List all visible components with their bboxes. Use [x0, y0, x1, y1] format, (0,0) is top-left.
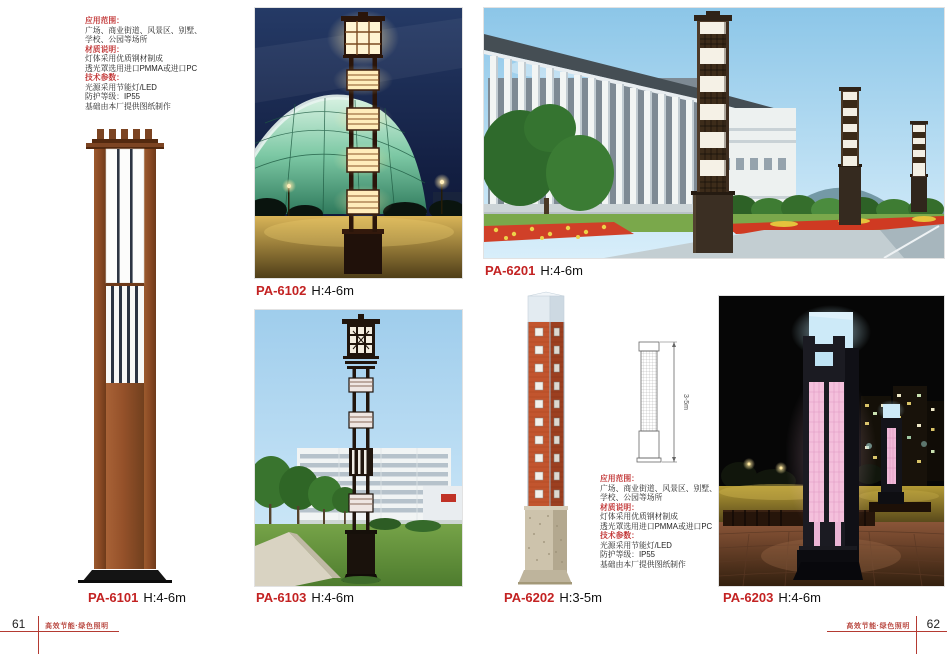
product-render-pa6101 [50, 126, 200, 588]
lamp-post-pa6202-illustration [504, 290, 588, 586]
dimension-label: 3-5m [682, 394, 689, 410]
spec-line: 基础由本厂提供图纸制作 [85, 101, 171, 111]
spec-line: 光源采用节能灯/LED [600, 540, 672, 550]
product-height: H:3-5m [559, 590, 602, 605]
product-photo-pa6102 [255, 8, 462, 278]
night-pink-pillar-scene [719, 296, 944, 586]
spec-line: 基础由本厂提供图纸制作 [600, 559, 686, 569]
product-render-pa6202 [504, 290, 588, 586]
footer-divider-left [38, 616, 39, 654]
product-label-pa6103 [256, 590, 354, 605]
spec-line: 灯体采用优质钢材制成 [600, 512, 678, 521]
spec-line: 广场、商业街道、风景区、别墅、 [85, 25, 202, 35]
footer-slogan-right: 高效节能·绿色照明 [846, 623, 910, 630]
footer-slogan-left: 高效节能·绿色照明 [45, 623, 109, 630]
spec-line: 透光罩选用进口PMMA或进口PC [85, 63, 198, 73]
spec-line: 材质说明： [600, 502, 639, 512]
spec-line: 灯体采用优质钢材制成 [85, 54, 163, 63]
day-campus-scene [255, 310, 462, 586]
dimension-drawing-svg [628, 338, 692, 466]
product-code: PA-6203 [723, 590, 774, 605]
spec-line: 光源采用节能灯/LED [85, 82, 157, 92]
product-photo-pa6103 [255, 310, 462, 586]
spec-line: 技术参数： [85, 73, 124, 82]
footer-divider-right [916, 616, 917, 654]
spec-line: 应用范围： [600, 474, 639, 483]
spec-line: 材质说明： [85, 44, 124, 54]
spec-line: 防护等级：IP55 [600, 550, 656, 559]
spec-line: 透光罩选用进口PMMA或进口PC [600, 521, 713, 531]
product-photo-pa6203 [719, 296, 944, 586]
spec-line: 广场、商业街道、风景区、别墅、 [600, 483, 717, 493]
page-number-right: 62 [926, 617, 940, 631]
product-height: H:4-6m [143, 590, 186, 605]
product-label-pa6201 [485, 263, 583, 278]
civic-building-scene [484, 8, 944, 258]
product-label-pa6202 [504, 590, 602, 605]
product-height: H:4-6m [778, 590, 821, 605]
product-code: PA-6102 [256, 283, 307, 298]
spec-block-left [85, 16, 207, 111]
product-label-pa6101 [88, 590, 186, 605]
product-height: H:4-6m [311, 590, 354, 605]
page-number-left: 61 [12, 617, 26, 631]
product-photo-pa6201 [484, 8, 944, 258]
product-height: H:4-6m [311, 283, 354, 298]
spec-line: 应用范围： [85, 16, 124, 25]
footer-rule-left [0, 631, 119, 632]
night-plaza-scene [255, 8, 462, 278]
spec-line: 学校、公园等场所 [85, 35, 148, 44]
lamp-post-pa6101-illustration [50, 126, 200, 588]
product-code: PA-6103 [256, 590, 307, 605]
spec-line: 学校、公园等场所 [600, 493, 663, 502]
dimension-drawing [628, 338, 692, 466]
product-height: H:4-6m [540, 263, 583, 278]
spec-line: 技术参数： [600, 531, 639, 540]
spec-line: 防护等级：IP55 [85, 92, 141, 101]
footer-rule-right [827, 631, 947, 632]
spec-block-right [600, 474, 722, 569]
product-code: PA-6101 [88, 590, 139, 605]
product-code: PA-6201 [485, 263, 536, 278]
product-label-pa6203 [723, 590, 821, 605]
product-code: PA-6202 [504, 590, 555, 605]
product-label-pa6102 [256, 283, 354, 298]
